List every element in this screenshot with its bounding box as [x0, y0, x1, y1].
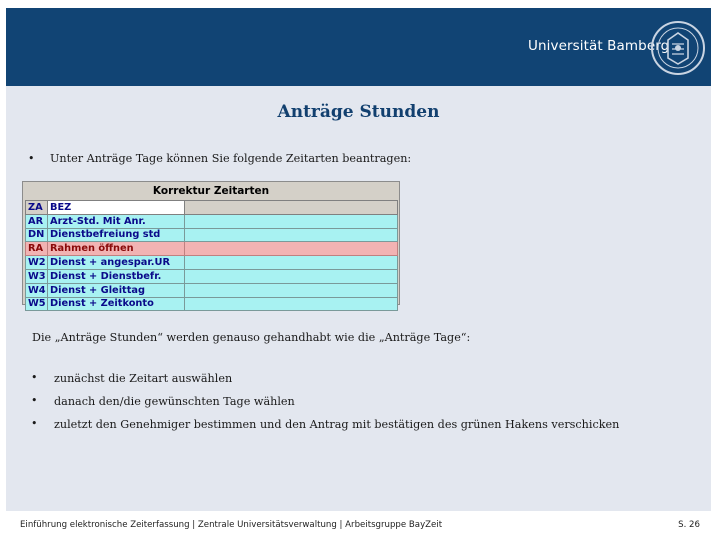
step-3-text: zuletzt den Genehmiger bestimmen und den Antrag mit bestätigen des grünen Hakens verschicken — [54, 418, 620, 431]
intro-bullet-text: Unter Anträge Tage können Sie folgende Zeitarten beantragen: — [50, 152, 412, 165]
column-header-za: ZA — [26, 201, 48, 215]
university-name: Universität Bamberg — [528, 38, 670, 54]
table-row[interactable] — [26, 283, 398, 297]
row-label: Dienstbefreiung std — [48, 228, 185, 242]
table-row[interactable] — [26, 228, 398, 242]
table-header-row — [26, 201, 398, 215]
table-row[interactable] — [26, 256, 398, 270]
table-row[interactable] — [26, 297, 398, 311]
page-number: S. 26 — [678, 520, 700, 530]
middle-text: Die „Anträge Stunden“ werden genauso gehandhabt wie die „Anträge Tage“: — [32, 331, 471, 344]
row-code: W5 — [26, 297, 48, 311]
zeitarten-panel — [22, 181, 400, 310]
bullet-marker: • — [31, 394, 38, 407]
slide-title: Anträge Stunden — [277, 102, 440, 122]
bullet-marker: • — [31, 417, 38, 430]
table-row-selected[interactable] — [26, 242, 398, 256]
table-row[interactable] — [26, 214, 398, 228]
row-code: AR — [26, 214, 48, 228]
row-label: Dienst + Zeitkonto — [48, 297, 185, 311]
row-code: RA — [26, 242, 48, 256]
column-header-empty — [185, 201, 398, 215]
bullet-marker: • — [31, 371, 38, 384]
row-label: Dienst + angespar.UR — [48, 256, 185, 270]
panel-title: Korrektur Zeitarten — [152, 185, 270, 197]
row-code: W3 — [26, 269, 48, 283]
column-header-bez: BEZ — [48, 201, 185, 215]
row-label: Rahmen öffnen — [48, 242, 185, 256]
step-2-text: danach den/die gewünschten Tage wählen — [54, 395, 295, 408]
row-code: W2 — [26, 256, 48, 270]
university-seal-icon — [649, 16, 707, 78]
footer-text: Einführung elektronische Zeiterfassung | Zentrale Universitätsverwaltung | Arbeitsgruppe BayZeit — [20, 520, 443, 530]
row-label: Dienst + Dienstbefr. — [48, 269, 185, 283]
header-bar — [6, 8, 711, 86]
step-1-text: zunächst die Zeitart auswählen — [54, 372, 233, 385]
row-code: DN — [26, 228, 48, 242]
bullet-marker: • — [28, 152, 35, 165]
row-label: Dienst + Gleittag — [48, 283, 185, 297]
table-row[interactable] — [26, 269, 398, 283]
row-code: W4 — [26, 283, 48, 297]
slide — [6, 8, 711, 511]
row-label: Arzt-Std. Mit Anr. — [48, 214, 185, 228]
zeitarten-table — [25, 200, 398, 311]
